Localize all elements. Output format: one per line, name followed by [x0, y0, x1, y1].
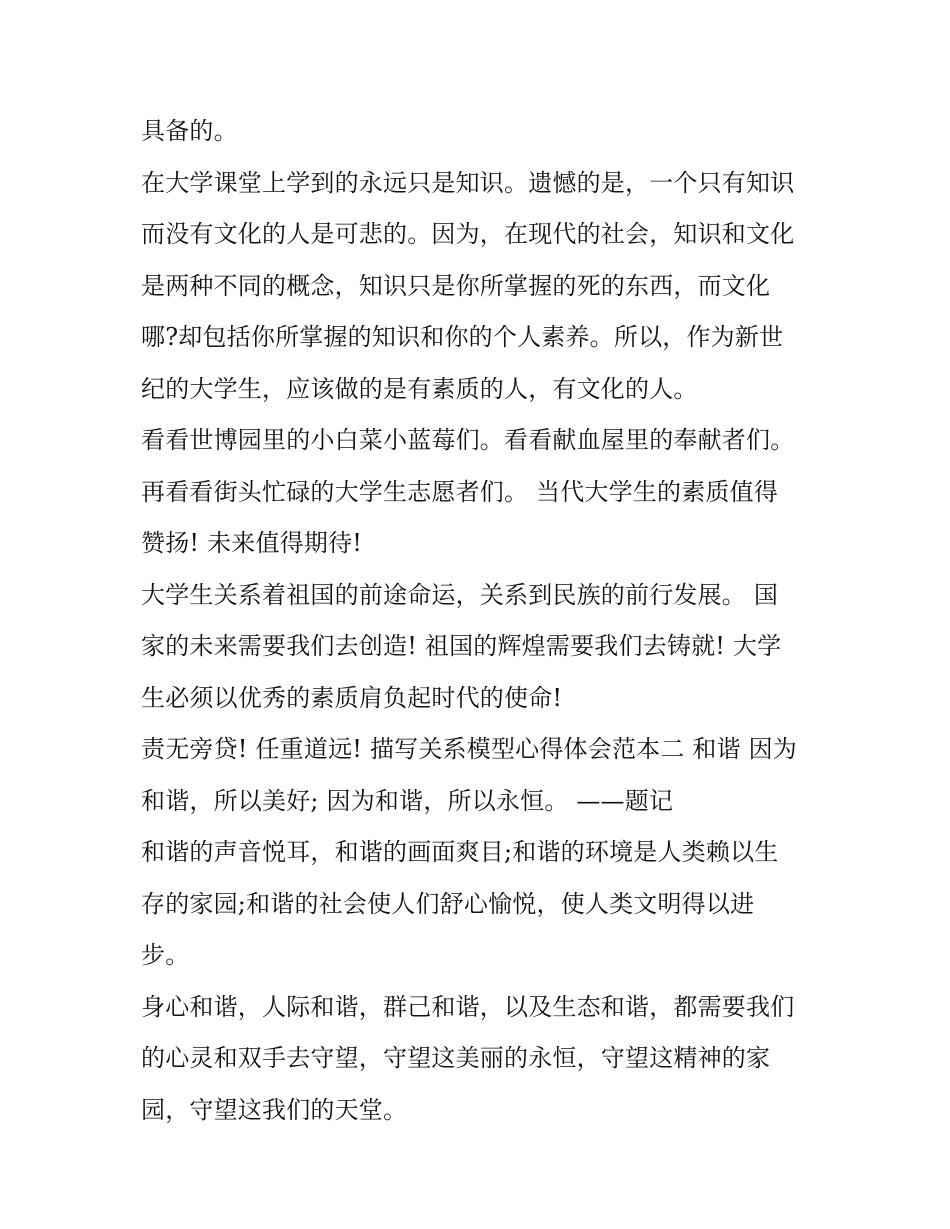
text-line: 而没有文化的人是可悲的。因为，在现代的社会，知识和文化 [141, 220, 795, 248]
body-text [141, 106, 831, 1136]
text-line: 身心和谐，人际和谐，群己和谐，以及生态和谐，都需要我们 [141, 992, 795, 1021]
text-line: 生必须以优秀的素质肩负起时代的使命! [141, 683, 563, 712]
text-line: 大学生关系着祖国的前途命运，关系到民族的前行发展。 国 [141, 580, 779, 609]
text-line: 在大学课堂上学到的永远只是知识。遗憾的是，一个只有知识 [141, 168, 795, 197]
text-line: 步。 [141, 941, 190, 969]
text-line: 的心灵和双手去守望，守望这美丽的永恒，守望这精神的家 [141, 1044, 771, 1072]
text-line: 再看看街头忙碌的大学生志愿者们。 当代大学生的素质值得 [141, 477, 779, 506]
text-line: 和谐的声音悦耳，和谐的画面爽目;和谐的环境是人类赖以生 [141, 838, 779, 866]
text-line: 园，守望这我们的天堂。 [141, 1095, 408, 1124]
text-line: 和谐，所以美好; 因为和谐，所以永恒。 ——题记 [141, 786, 674, 815]
text-line: 是两种不同的概念，知识只是你所掌握的死的东西，而文化 [141, 271, 771, 300]
text-line: 家的未来需要我们去创造! 祖国的辉煌需要我们去铸就! 大学 [141, 632, 782, 660]
text-line: 看看世博园里的小白菜小蓝莓们。看看献血屋里的奉献者们。 [141, 426, 795, 454]
text-line: 赞扬! 未来值得期待! [141, 529, 363, 557]
text-line: 责无旁贷! 任重道远! 描写关系模型心得体会范本二 和谐 因为 [141, 735, 798, 763]
text-line: 存的家园;和谐的社会使人们舒心愉悦，使人类文明得以进 [141, 889, 755, 918]
text-line: 哪?却包括你所掌握的知识和你的个人素养。所以，作为新世 [141, 323, 784, 351]
text-line: 纪的大学生，应该做的是有素质的人，有文化的人。 [141, 374, 698, 403]
text-line: 具备的。 [141, 117, 238, 145]
